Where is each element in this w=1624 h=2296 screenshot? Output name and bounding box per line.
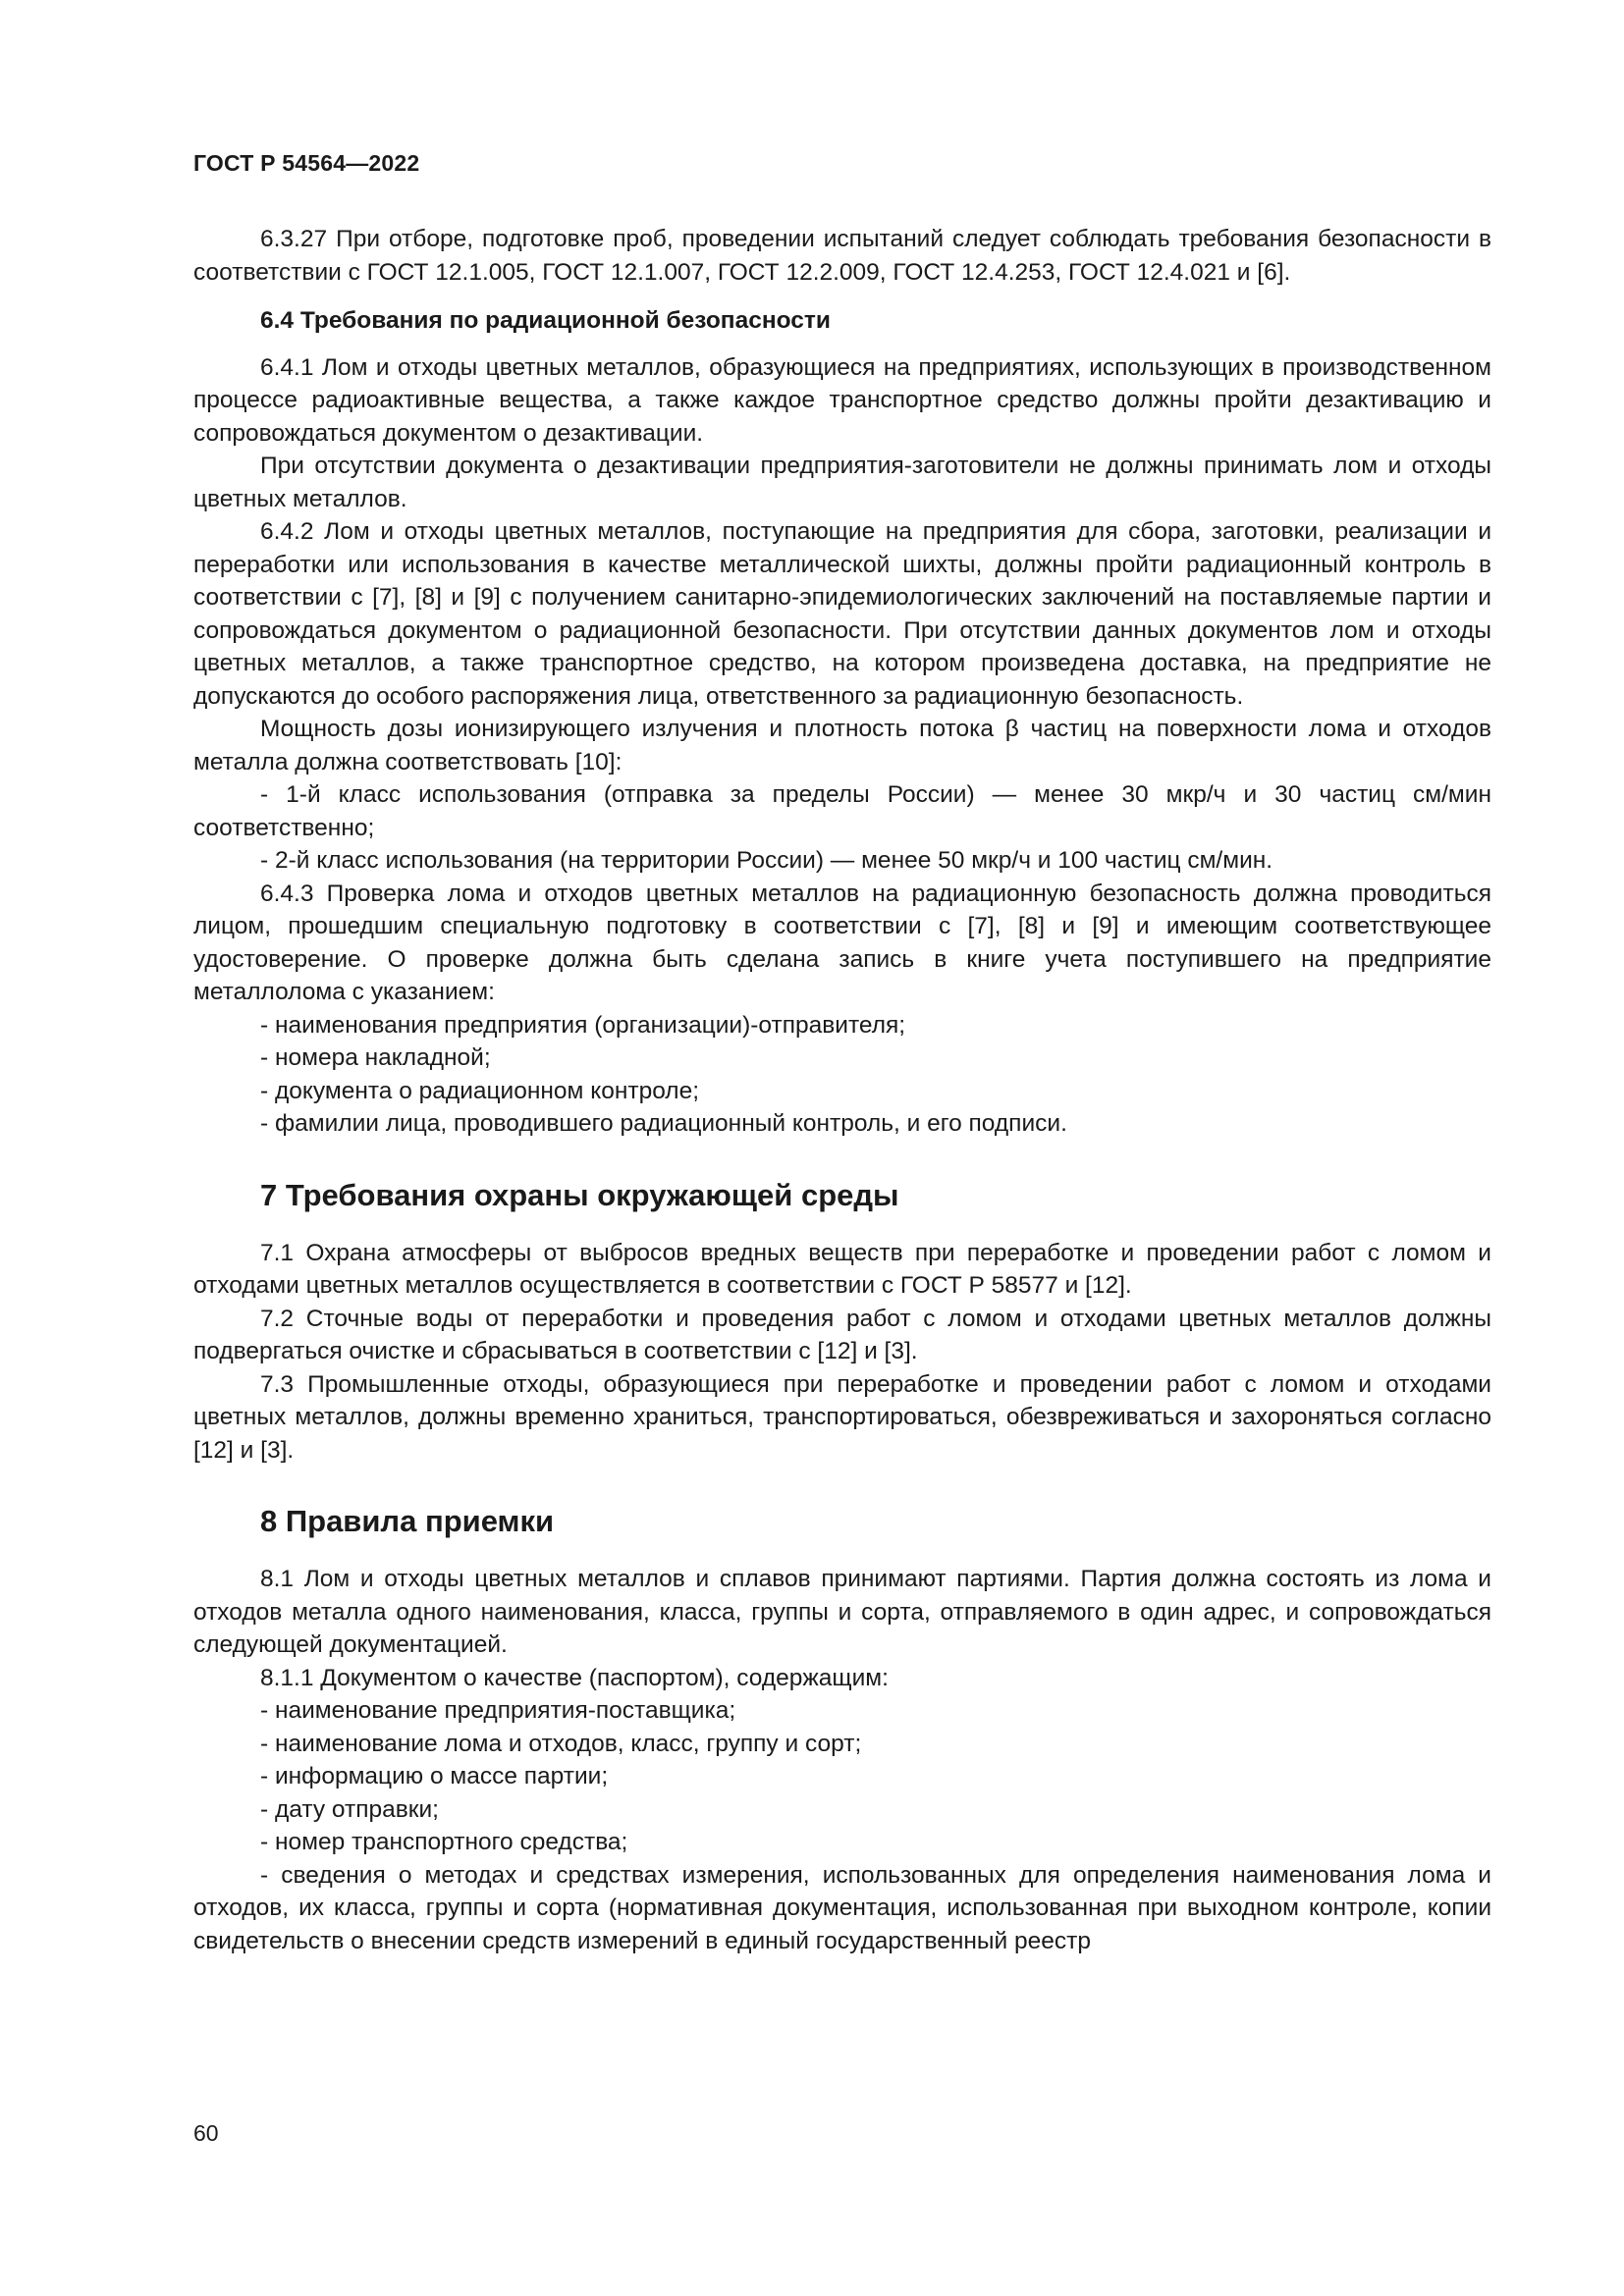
- list-item: - дату отправки;: [260, 1795, 439, 1823]
- paragraph-8-1-1: 8.1.1 Документом о качестве (паспортом), содержащим:: [260, 1664, 889, 1691]
- list-item: - информацию о массе партии;: [260, 1763, 609, 1789]
- list-item: - наименование лома и отходов, класс, группу и сорт;: [260, 1730, 862, 1757]
- document-body: [193, 223, 1491, 1957]
- list-item: - документа о радиационном контроле;: [260, 1077, 700, 1104]
- document-header: ГОСТ Р 54564—2022: [193, 150, 420, 176]
- paragraph-6-4-3: 6.4.3 Проверка лома и отходов цветных металлов на радиационную безопасность должна проводиться лицом, прошедшим специальную подготовку в соответствии с [7], [8] и [9] и имеющим соответствующее удостоверение. О проверке должна быть сделана запись в книге учета поступившего на предприятие металлолома с указанием:: [193, 880, 1491, 1005]
- list-item: - номера накладной;: [260, 1044, 491, 1071]
- paragraph-dose-rate: Мощность дозы ионизирующего излучения и плотность потока β частиц на поверхности лома и отходов металла должна соответствовать [10]:: [193, 716, 1491, 775]
- paragraph-6-4-1-note: При отсутствии документа о дезактивации предприятия-заготовители не должны принимать лом и отходы цветных металлов.: [193, 453, 1491, 512]
- paragraph-8-1: 8.1 Лом и отходы цветных металлов и сплавов принимают партиями. Партия должна состоять из лома и отходов металла одного наименования, класса, группы и сорта, отправляемого в один адрес, и сопровождаться следующей документацией.: [193, 1566, 1491, 1658]
- section-heading-7: 7 Требования охраны окружающей среды: [260, 1177, 899, 1212]
- list-item: - фамилии лица, проводившего радиационный контроль, и его подписи.: [260, 1110, 1067, 1137]
- list-item: - наименования предприятия (организации)-отправителя;: [260, 1011, 906, 1039]
- paragraph-6-4-1: 6.4.1 Лом и отходы цветных металлов, образующиеся на предприятиях, использующих в производственном процессе радиоактивные вещества, а также каждое транспортное средство должны пройти дезактивацию и сопровождаться документом о дезактивации.: [193, 353, 1491, 447]
- paragraph-7-1: 7.1 Охрана атмосферы от выбросов вредных веществ при переработке и проведении работ с ломом и отходами цветных металлов осуществляется в соответствии с ГОСТ Р 58577 и [12].: [193, 1239, 1491, 1299]
- paragraph-6-3-27: 6.3.27 При отборе, подготовке проб, проведении испытаний следует соблюдать требования безопасности в соответствии с ГОСТ 12.1.005, ГОСТ 12.1.007, ГОСТ 12.2.009, ГОСТ 12.4.253, ГОСТ 12.4.021 и [6].: [193, 226, 1491, 286]
- section-heading-8: 8 Правила приемки: [260, 1504, 555, 1538]
- dose-class-2: - 2-й класс использования (на территории России) — менее 50 мкр/ч и 100 частиц см/мин.: [260, 847, 1273, 874]
- page-number: 60: [193, 2120, 219, 2146]
- paragraph-measurement-info: - сведения о методах и средствах измерения, использованных для определения наименования лома и отходов, их класса, группы и сорта (нормативная документация, использованная при выходном контроле, копии свидетельств о внесении средств измерений в единый государственный реестр: [193, 1861, 1491, 1954]
- list-item: - наименование предприятия-поставщика;: [260, 1697, 736, 1724]
- paragraph-7-3: 7.3 Промышленные отходы, образующиеся при переработке и проведении работ с ломом и отходами цветных металлов, должны временно храниться, транспортироваться, обезвреживаться и захороняться согласно [12] и [3].: [193, 1370, 1491, 1464]
- subsection-heading-6-4: 6.4 Требования по радиационной безопасности: [260, 307, 831, 334]
- paragraph-6-4-2: 6.4.2 Лом и отходы цветных металлов, поступающие на предприятия для сбора, заготовки, реализации и переработки или использования в качестве металлической шихты, должны пройти радиационный контроль в соответствии с [7], [8] и [9] с получением санитарно-эпидемиологических заключений на поставляемые партии и сопровождаться документом о радиационной безопасности. При отсутствии данных документов лом и отходы цветных металлов, а также транспортное средство, на котором произведена доставка, на предприятие не допускаются до особого распоряжения лица, ответственного за радиационную безопасность.: [193, 518, 1491, 710]
- dose-class-1: - 1-й класс использования (отправка за пределы России) — менее 30 мкр/ч и 30 частиц см/мин соответственно;: [193, 781, 1491, 841]
- paragraph-7-2: 7.2 Сточные воды от переработки и проведения работ с ломом и отходами цветных металлов должны подвергаться очистке и сбрасываться в соответствии с [12] и [3].: [193, 1305, 1491, 1364]
- list-item: - номер транспортного средства;: [260, 1829, 628, 1855]
